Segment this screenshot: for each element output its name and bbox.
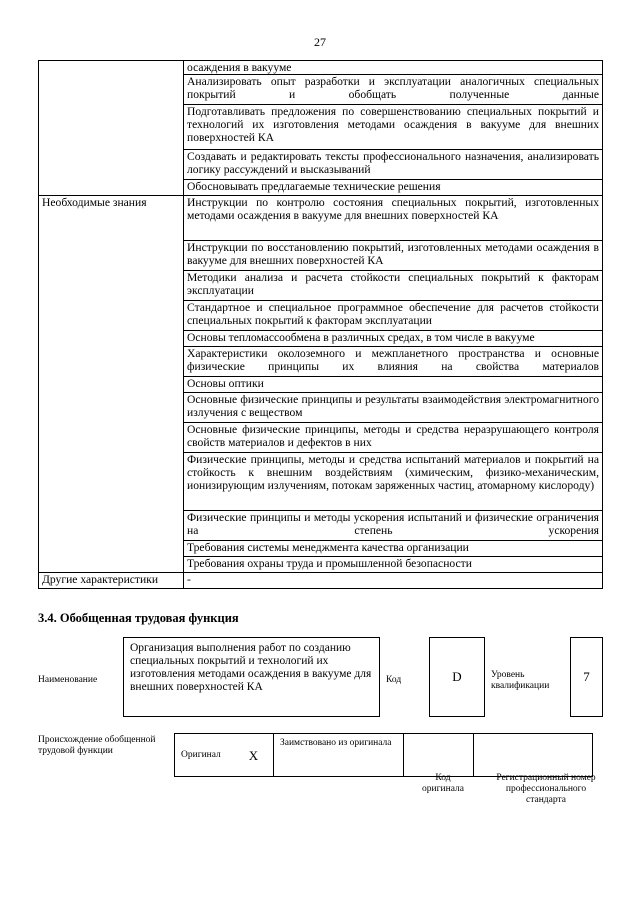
origin-label: Происхождение обобщенной трудовой функции — [38, 735, 156, 756]
table-cell: Обосновывать предлагаемые технические решения — [184, 180, 603, 196]
row-label-other: Другие характеристики — [39, 573, 184, 589]
function-name-box: Организация выполнения работ по созданию специальных покрытий и технологий их изготовления методами осаждения в вакууме для внешних поверхностей КА — [123, 637, 380, 717]
table-cell: Методики анализа и расчета стойкости специальных покрытий к факторам эксплуатации — [184, 271, 603, 301]
reg-number-cell — [474, 734, 593, 777]
name-label: Наименование — [38, 675, 98, 685]
table-cell: Физические принципы, методы и средства испытаний материалов и покрытий на стойкость к внешним воздействиям (химическим, физико-механическим, ионизирующим излучениям, потокам заряженных частиц, атомарному кислороду) — [184, 453, 603, 511]
original-mark: X — [234, 734, 274, 777]
reg-number-caption: Регистрационный номер профессионального стандарта — [496, 773, 596, 805]
table-cell: Анализировать опыт разработки и эксплуатации аналогичных специальных покрытий и обобщать полученные данные — [184, 75, 603, 105]
table-cell: Основы оптики — [184, 377, 603, 393]
table-row — [39, 196, 603, 241]
table-cell: осаждения в вакууме — [184, 61, 603, 75]
table-cell: Создавать и редактировать тексты профессионального назначения, анализировать логику рассуждений и высказываний — [184, 150, 603, 180]
level-label: Уровень квалификации — [491, 670, 550, 691]
table-cell: Основы тепломассообмена в различных средах, в том числе в вакууме — [184, 331, 603, 347]
table-cell: Основные физические принципы и результаты взаимодействия электромагнитного излучения с веществом — [184, 393, 603, 423]
table-cell: Инструкции по восстановлению покрытий, изготовленных методами осаждения в вакууме для внешних поверхностей КА — [184, 241, 603, 271]
row-label-cell — [39, 61, 184, 196]
row-label-knowledge: Необходимые знания — [39, 196, 184, 573]
table-cell: Стандартное и специальное программное обеспечение для расчетов стойкости специальных покрытий к факторам эксплуатации — [184, 301, 603, 331]
table-cell: - — [184, 573, 603, 589]
code-value-box: D — [429, 637, 485, 717]
original-label: Оригинал — [175, 734, 235, 777]
level-value-box: 7 — [570, 637, 603, 717]
table-row — [175, 734, 593, 777]
table-cell: Основные физические принципы, методы и средства неразрушающего контроля свойств материалов и дефектов в них — [184, 423, 603, 453]
page-number: 27 — [314, 35, 326, 49]
code-original-cell — [404, 734, 474, 777]
table-cell: Характеристики околоземного и межпланетного пространства и основные физические принципы их влияния на свойства материалов — [184, 347, 603, 377]
section-title: 3.4. Обобщенная трудовая функция — [38, 611, 239, 625]
table-cell: Подготавливать предложения по совершенствованию специальных покрытий и технологий их изготовления методами осаждения в вакууме для внешних поверхностей КА — [184, 105, 603, 150]
table-cell: Требования охраны труда и промышленной безопасности — [184, 557, 603, 573]
table-row — [39, 61, 603, 75]
table-cell: Инструкции по контролю состояния специальных покрытий, изготовленных методами осаждения в вакууме для внешних поверхностей КА — [184, 196, 603, 241]
table-cell: Требования системы менеджмента качества организации — [184, 541, 603, 557]
origin-table — [174, 733, 593, 777]
code-label: Код — [386, 675, 402, 685]
skills-knowledge-table — [38, 60, 603, 589]
table-cell: Физические принципы и методы ускорения испытаний и физические ограничения на степень ускорения — [184, 511, 603, 541]
borrowed-label: Заимствовано из оригинала — [274, 734, 404, 777]
code-original-caption: Код оригинала — [422, 773, 464, 794]
table-row — [39, 573, 603, 589]
